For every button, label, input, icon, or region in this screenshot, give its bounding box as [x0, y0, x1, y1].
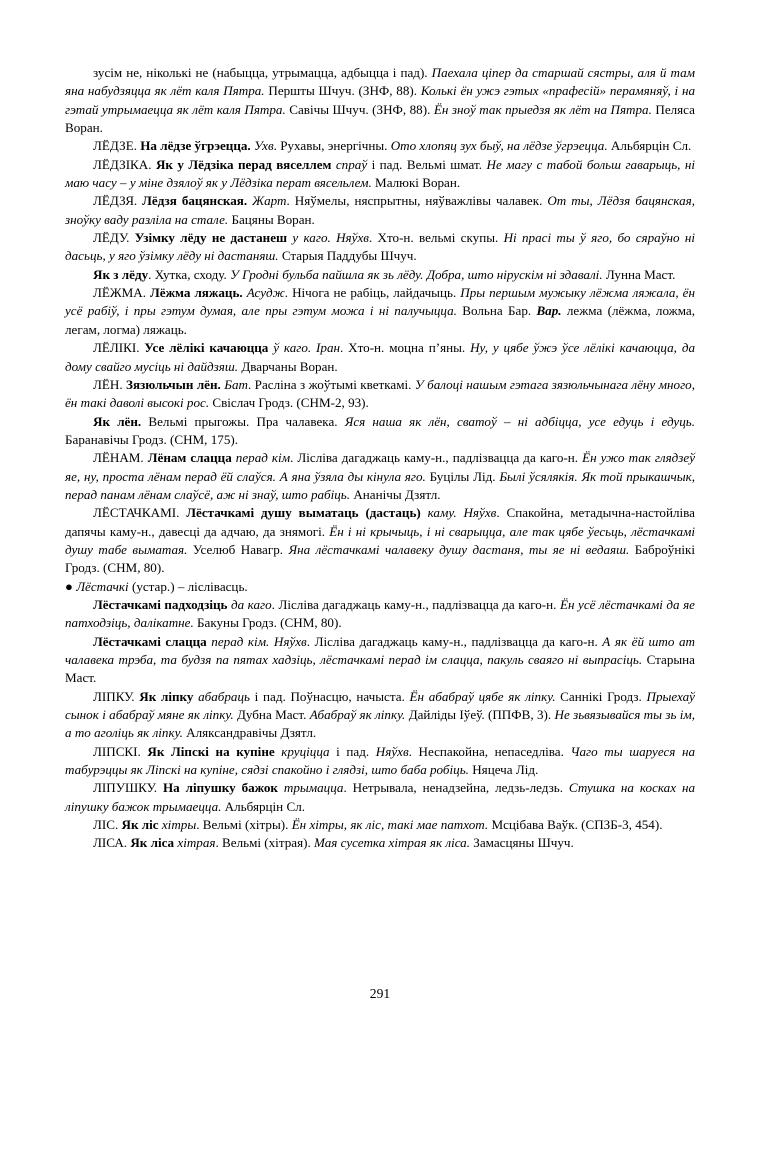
entry-run-bold: Лёдзя бацянская.: [142, 193, 248, 209]
entry-run-ital: Чаго ты шаруеся на табурэццы як Лiпскi на купiне, сядзi спакойно i глядзi, што баба робiць.: [65, 743, 696, 778]
entry-run-plain: Ананiчы Дзятл.: [350, 486, 441, 502]
entry-run-bi: Вар.: [536, 303, 562, 319]
dictionary-entry: [65, 688, 695, 743]
dictionary-entry: [65, 376, 695, 413]
dictionary-entry: [65, 504, 695, 577]
entry-run-plain: ЛIПУШКУ.: [93, 780, 163, 796]
entry-run-ital: хiтрая: [177, 835, 216, 851]
entry-run-plain: Саннiкi Гродз.: [555, 688, 647, 704]
entry-run-plain: . Вельмi (хiтры).: [196, 817, 292, 833]
entry-run-plain: i пад. Вельмi шмат.: [367, 156, 487, 172]
entry-run-bold: Лёжма ляжаць.: [150, 285, 243, 301]
entry-run-plain: . Хутка, сходу.: [148, 266, 231, 282]
entry-run-ital: Стушка на косках на лiпушку бажок трымаецца.: [65, 780, 696, 814]
entry-run-ital: Ну, у цябе ўжэ ўсе лёлiкi качаюцца, да дому свайго мусiць нi дайдзяш.: [65, 340, 695, 374]
entry-run-bold: На лёдзе ўгрэецца.: [140, 138, 251, 154]
entry-run-plain: . Рухавы, энергiчны.: [273, 138, 391, 154]
dictionary-entry: [65, 192, 695, 229]
entry-run-ital: Абабраў як лiпку.: [309, 707, 406, 723]
entry-run-ital: У балоцi нашым гэтага зязюльчынага лёну много, ён такi даволi высокi рос.: [65, 376, 695, 411]
entry-run-plain: Дубна Маст.: [233, 707, 310, 723]
entry-run-plain: . Хто-н. моцна п’яны.: [340, 340, 471, 356]
entry-run-bold: Лёстачкамi слацца: [93, 633, 212, 649]
entry-run-bold: Як лiпку: [139, 688, 199, 704]
entry-run-bold: Зязюльчын лён.: [126, 376, 221, 392]
entry-run-plain: (устар.) – лiслiвасць.: [128, 578, 248, 594]
dictionary-entry: [65, 633, 695, 688]
entry-run-ital: А як ёй што ат чалавека трэба, та будзя па пятах хадзiць, лёстачкамi перад iм слацца, пакуль сваяго нi выпрасiць.: [65, 633, 695, 667]
entry-run-plain: Пеляса Воран.: [65, 101, 695, 136]
entry-run-plain: . Раслiна з жоўтымi кветкамi.: [247, 376, 415, 392]
entry-run-ital: да каго: [230, 596, 272, 612]
entry-run-bold: Усе лёлiкi качаюцца: [144, 340, 274, 356]
entry-run-plain: Савiчы Шчуч. (ЗНФ, 88).: [285, 101, 434, 117]
entry-run-bold: Як лiса: [130, 835, 178, 851]
entry-run-ital: Ён абабраў цябе як лiпку.: [409, 688, 556, 704]
entry-run-plain: Першты Шчуч. (ЗНФ, 88).: [264, 83, 421, 99]
entry-run-plain: ЛЁН.: [93, 376, 127, 392]
entry-run-plain: i пад. Поўнасцю, начыста.: [249, 688, 410, 704]
entry-run-plain: ЛЁДЗIКА.: [93, 156, 156, 172]
entry-run-ital: Нi прасi ты ў яго, бо сяраўно нi дасьць, у яго ўзiмку лёду нi дастаняш.: [65, 230, 695, 264]
entry-run-ital: У Гроднi бульба пайшла як зь лёду. Добра, што нiрускiм нi здавалi.: [230, 266, 603, 282]
entry-run-ital: Прыехаў сынок i абабраў мяне як лiпку.: [65, 688, 695, 723]
text-column: [65, 64, 695, 853]
entry-run-plain: i пад.: [329, 743, 376, 759]
entry-run-ital: Мая сусетка хiтрая як лiса.: [314, 835, 470, 851]
entry-run-ital: у каго. Няўхв: [292, 230, 369, 246]
entry-run-plain: . Лiслiва дагаджаць каму-н., падлiзвацца да каго-н.: [290, 450, 583, 466]
entry-run-ital: Яся наша як лён, сватоў – нi адбiцца, усе едуць i едуць.: [344, 413, 695, 429]
entry-run-plain: . Вельмi (хiтрая).: [215, 835, 314, 851]
entry-run-ital: ў каго. Iран: [273, 340, 340, 356]
entry-run-ital: Ён зноў так прыедзя як лёт на Пятра.: [433, 101, 652, 117]
entry-run-plain: Альбярцiн Сл.: [607, 138, 692, 154]
entry-run-ital: перад кiм: [235, 450, 291, 466]
entry-run-ital: Асудж: [242, 285, 285, 301]
entry-run-plain: Аляксандравiчы Дзятл.: [182, 725, 317, 741]
entry-run-plain: ЛIПСКI.: [93, 743, 148, 759]
entry-run-plain: . Нiчога не рабiць, лайдачыць.: [284, 285, 461, 301]
entry-run-ital: спраў: [335, 156, 368, 172]
entry-run-ital: трымацца: [283, 780, 344, 796]
entry-run-plain: ЛIС.: [93, 817, 122, 833]
entry-run-ital: Ён ужо так глядзеў яе, ну, проста лёнам перад ёй слаўся. А яна ўзяла ды кiнула яго.: [65, 450, 696, 484]
entry-run-plain: Буцiлы Лiд.: [425, 468, 500, 484]
entry-run-plain: ЛЁДЗЕ.: [93, 138, 141, 154]
entry-run-plain: Старына Маст.: [65, 652, 695, 686]
entry-run-plain: ЛЁЖМА.: [93, 285, 150, 301]
entry-run-bold: На лiпушку бажок: [162, 780, 284, 796]
entry-run-plain: Мсцiбава Ваўк. (СПЗБ-3, 454).: [488, 817, 663, 833]
entry-run-ital: абабраць: [198, 688, 250, 704]
entry-run-plain: . Спакойна, метадычна-настойлiва дапячы каму-н., давесцi да адчаю, да знямогi.: [65, 505, 695, 539]
entry-run-plain: ЛЁДЗЯ.: [93, 193, 143, 209]
entry-run-plain: Старыя Паддубы Шчуч.: [278, 248, 417, 264]
entry-run-bold: Узiмку лёду не дастанеш: [134, 230, 293, 246]
entry-run-plain: лежма (лёжма, ложма, легам, логма) ляжаць.: [65, 303, 696, 337]
entry-run-bold: Як лiс: [121, 817, 162, 833]
entry-run-ital: Ён i нi крычыць, i нi сварыцца, але так цябе ўесьць, лёстачкамi душу табе выматая.: [65, 523, 695, 557]
entry-run-plain: Бакуны Гродз. (СНМ, 80).: [193, 615, 342, 631]
entry-run-plain: . Лiслiва дагаджаць каму-н., падлiзвацца да каго-н.: [306, 633, 603, 649]
entry-run-plain: ЛЁЛIКI.: [93, 340, 145, 356]
entry-run-plain: Баброўнiкi Гродз. (СНМ, 80).: [65, 541, 695, 576]
dictionary-entry: [65, 578, 695, 596]
dictionary-entry: [65, 64, 695, 137]
entry-run-plain: Бацяны Воран.: [228, 211, 315, 227]
entry-run-plain: Лунна Маст.: [602, 266, 676, 282]
entry-run-bold: Як з лёду: [93, 266, 149, 282]
dictionary-entry: [65, 229, 695, 266]
entry-run-plain: . Хто-н. вельмi скупы.: [368, 230, 504, 246]
entry-run-ital: круцiцца: [281, 743, 330, 759]
entry-run-ital: Ото хлопяц зух быў, на лёдзе ўгрэецца.: [390, 138, 608, 154]
entry-run-bold: Лёстачкамi душу выматаць (дастаць): [186, 505, 428, 521]
dictionary-entry: [65, 137, 695, 155]
entry-run-plain: зусім не, нiколькi не (набыцца, утрымацца, адбыцца i пад).: [93, 65, 432, 80]
dictionary-entry: [65, 339, 695, 376]
entry-run-bold: Як у Лёдзiка перад вяселлем: [155, 156, 336, 172]
entry-run-ital: Бат: [220, 376, 248, 392]
entry-run-plain: ЛЁНАМ.: [93, 450, 148, 466]
dictionary-entry: [65, 266, 695, 284]
entry-run-plain: Дайлiды Iўеў. (ППФВ, 3).: [405, 707, 555, 723]
entry-run-plain: Дварчаны Воран.: [238, 358, 338, 374]
entry-run-plain: Баранавiчы Гродз. (СНМ, 175).: [65, 431, 238, 447]
entry-run-ital: Не зьвязывайся ты зь iм, а то аголiць як лiпку.: [65, 707, 696, 741]
entry-run-ital: Пры першым мужыку лёжма ляжала, ён усё рабiў, i пры гэтум думая, але пры гэтум можа i нi палучыцца.: [65, 285, 695, 319]
entry-run-ital: Лёстачкi: [76, 578, 129, 594]
entry-run-plain: Свiслач Гродз. (СНМ-2, 93).: [209, 395, 369, 411]
dictionary-entry: [65, 284, 695, 339]
entry-run-plain: Уселюб Навагр.: [187, 541, 289, 557]
entry-run-plain: ЛЁСТАЧКАМI.: [93, 505, 187, 521]
dictionary-entry: [65, 413, 695, 450]
entry-run-ital: Ён хiтры, як лiс, такi мае патхот.: [291, 817, 489, 833]
entry-run-bold: Лёстачкамi падходзiць: [93, 596, 231, 612]
entry-run-plain: . Неспакойна, непаседлiва.: [408, 743, 571, 759]
entry-run-ital: Жарт: [247, 193, 287, 209]
entry-run-plain: Вольна Бар.: [456, 303, 537, 319]
dictionary-entry: [65, 816, 695, 834]
entry-run-plain: . Нетрывала, ненадзейна, ледзь-ледзь.: [343, 780, 569, 796]
entry-run-ital: От ты, Лёдзя бацянская, зноўку ваду разлiла на стале.: [65, 193, 695, 227]
entry-run-plain: Няцеча Лiд.: [468, 762, 539, 778]
entry-run-bold: Як лён.: [93, 413, 142, 429]
entry-run-ital: Паехала цiпер да старшай сястры, аля й там яна набудзяцца як лёт каля Пятра.: [65, 65, 695, 99]
entry-run-bold: Як Лiпскi на купiне: [147, 743, 282, 759]
dictionary-entry: [65, 743, 695, 780]
entry-run-plain: . Няўмелы, няспрытны, няўважлiвы чалавек.: [286, 193, 548, 209]
entry-run-bold: Лёнам слацца: [147, 450, 236, 466]
dictionary-entry: [65, 596, 695, 633]
entry-run-plain: ЛIПКУ.: [93, 688, 140, 704]
entry-run-ital: Колькi ён ужэ гэтых «прафесiй» перамяняў, i на гэтай утрымаецца як лёт каля Пятра.: [65, 83, 695, 117]
entry-run-plain: ЛЁДУ.: [93, 230, 135, 246]
page-number: 291: [369, 986, 391, 1001]
entry-run-ital: Не магу с табой больш гаварыць, нi маю часу – у мiне дзялоў як у Лёдзiка перат вясельлем.: [65, 156, 696, 191]
entry-run-plain: Малюкi Воран.: [371, 175, 461, 191]
entry-run-plain: Альбярцiн Сл.: [221, 798, 305, 814]
dictionary-entry: [65, 449, 695, 504]
entry-run-ital: Былi ўсялякiя. Як той прыкашчык, перад панам лёнам слаўсё, аж нi знаў, што рабiць.: [65, 468, 695, 502]
dictionary-entry: [65, 156, 695, 193]
entry-run-ital: Ухв: [250, 138, 274, 154]
entry-run-plain: . Лiслiва дагаджаць каму-н., падлiзвацца да каго-н.: [271, 596, 560, 612]
entry-run-ital: Ён усё лёстачкамi да яе патходзiць, далiкатне.: [65, 596, 695, 631]
entry-run-plain: ЛIСА.: [93, 835, 131, 851]
dictionary-entry: [65, 779, 695, 816]
entry-run-ital: Яна лёстачкамi чалавеку душу дастаня, ты яе нi ведаяш.: [288, 541, 630, 557]
entry-run-plain: ●: [65, 578, 77, 594]
entry-run-ital: каму. Няўхв: [427, 505, 497, 521]
entry-run-ital: Няўхв: [375, 743, 409, 759]
entry-run-plain: Замасцяны Шчуч.: [470, 835, 574, 851]
dictionary-entry: [65, 834, 695, 852]
entry-run-ital: хiтры: [161, 817, 197, 833]
entry-run-plain: Вельмi прыгожы. Пра чалавека.: [141, 413, 345, 429]
entry-run-ital: перад кiм. Няўхв: [211, 633, 307, 649]
